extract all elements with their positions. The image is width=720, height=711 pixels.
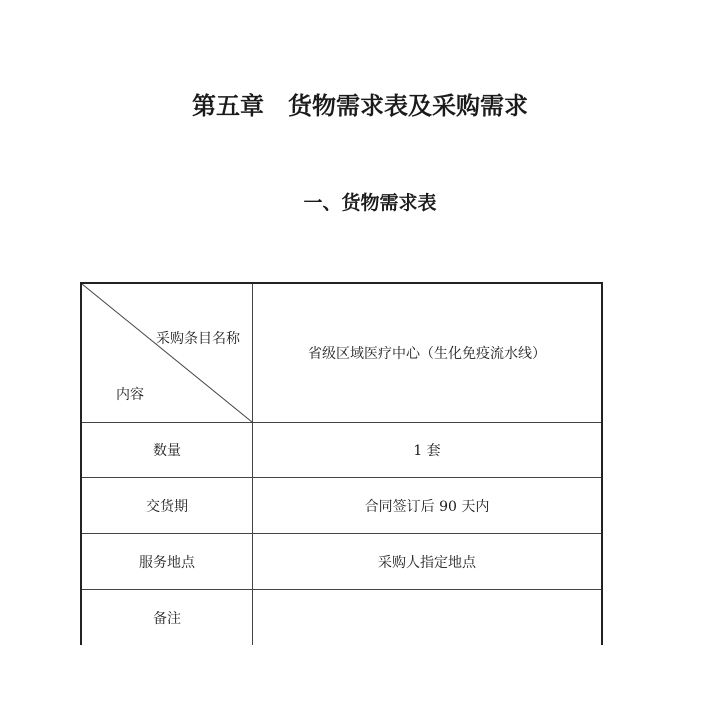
row-label: 服务地点 bbox=[81, 534, 253, 590]
row-label: 交货期 bbox=[81, 478, 253, 534]
table-row-service-location bbox=[81, 534, 602, 590]
row-label: 数量 bbox=[81, 423, 253, 478]
diagonal-top-label: 采购条目名称 bbox=[156, 331, 240, 347]
row-value: 采购人指定地点 bbox=[253, 534, 603, 590]
goods-requirement-table bbox=[80, 282, 603, 645]
table-row-quantity bbox=[81, 423, 602, 478]
row-label: 备注 bbox=[81, 590, 253, 646]
table-row-remarks bbox=[81, 590, 602, 646]
chapter-title: 第五章 货物需求表及采购需求 bbox=[192, 92, 528, 120]
table-row-delivery bbox=[81, 478, 602, 534]
row-value: 合同签订后 90 天内 bbox=[253, 478, 603, 534]
diagonal-header-cell bbox=[81, 283, 253, 423]
row-value: 1 套 bbox=[253, 423, 603, 478]
table-header-row bbox=[81, 283, 602, 423]
diagonal-line bbox=[82, 284, 252, 422]
item-name-cell: 省级区域医疗中心（生化免疫流水线） bbox=[253, 283, 603, 423]
row-value bbox=[253, 590, 603, 646]
diagonal-bottom-label: 内容 bbox=[116, 387, 144, 403]
section-title: 一、货物需求表 bbox=[303, 192, 437, 214]
